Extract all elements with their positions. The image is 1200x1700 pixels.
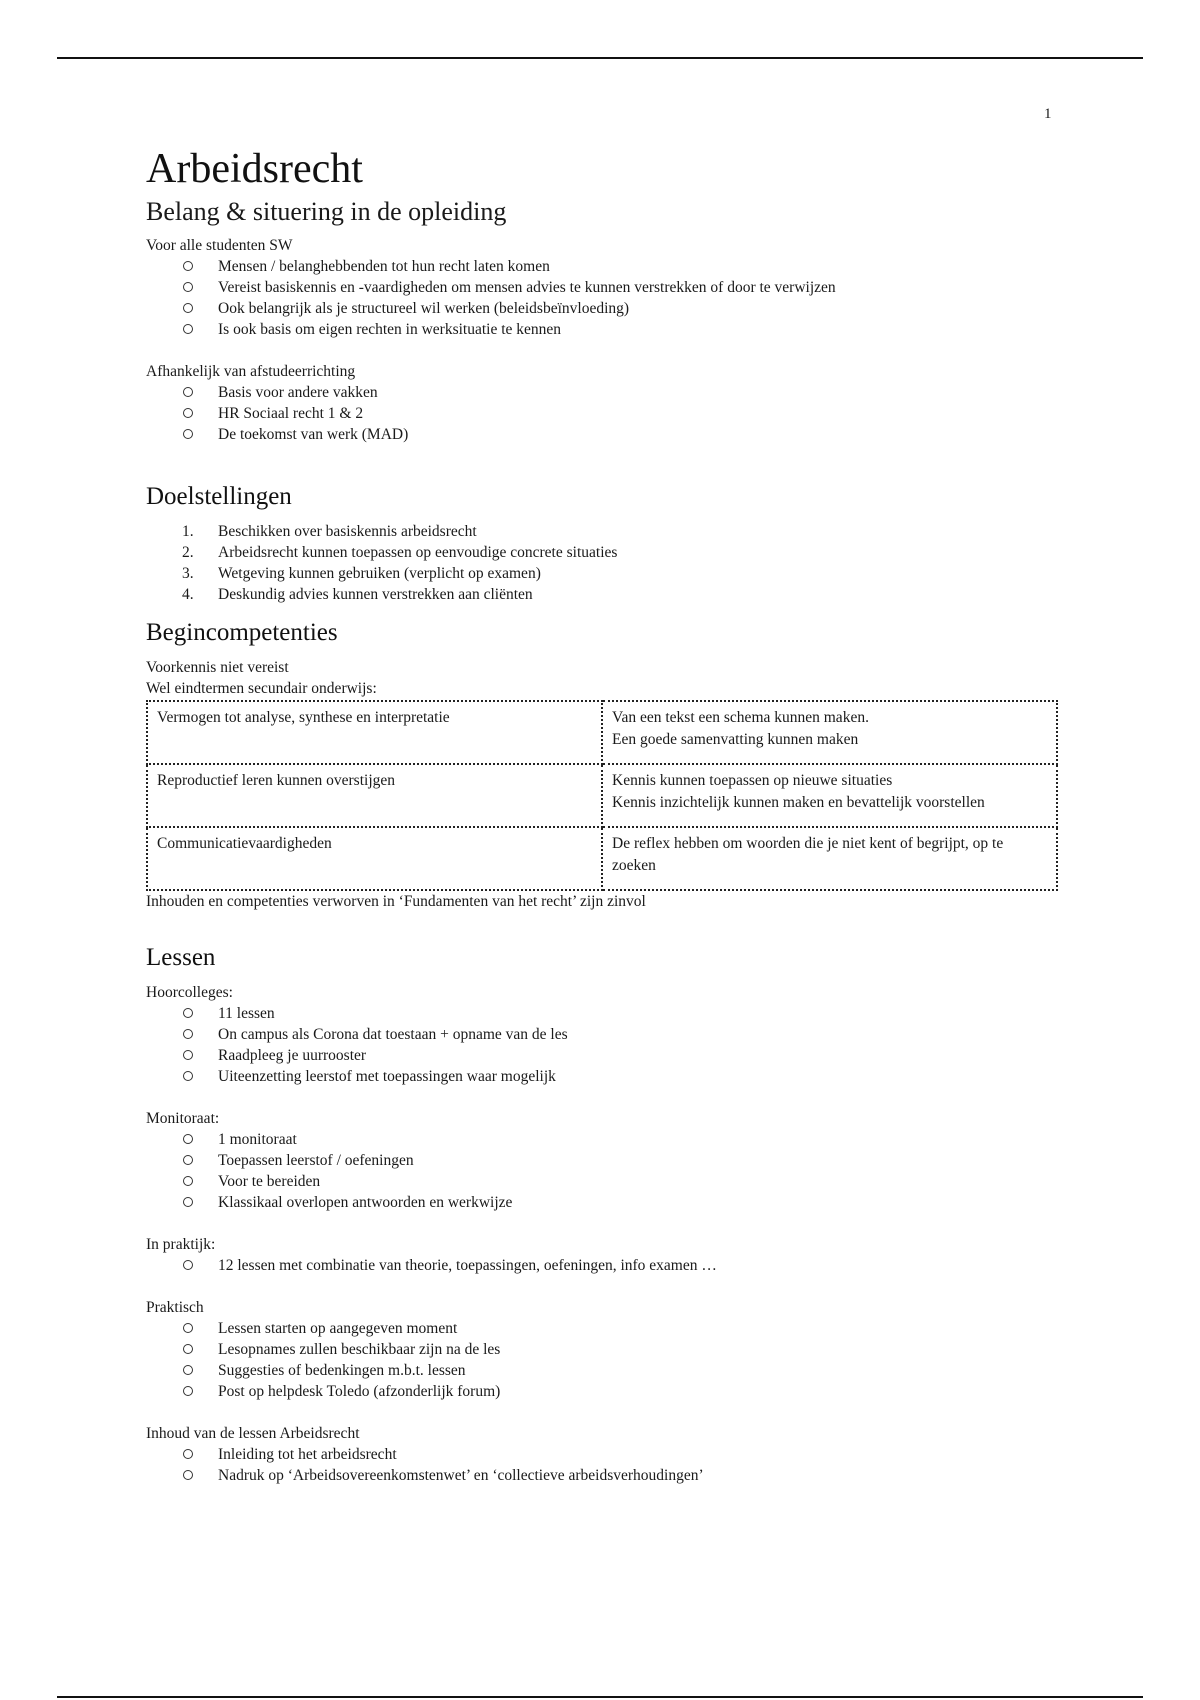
- table-row: [147, 764, 1057, 827]
- list-number: 4.: [182, 586, 194, 603]
- list-item-text: Raadpleeg je uurrooster: [218, 1047, 367, 1064]
- section-heading-doelstellingen: Doelstellingen: [146, 483, 292, 510]
- intro-block-afstudeerrichting: [146, 361, 1058, 445]
- block-label: Afhankelijk van afstudeerrichting: [146, 363, 356, 380]
- list-item: [146, 424, 1058, 445]
- circle-bullet-icon: [183, 1134, 193, 1144]
- list-item-text: On campus als Corona dat toestaan + opname van de les: [218, 1026, 568, 1043]
- page-number: 1: [1044, 106, 1052, 122]
- lessen-block-praktijk: [146, 1234, 1058, 1276]
- list-item: [146, 1129, 1058, 1150]
- list-item: [146, 1360, 1058, 1381]
- list-item: [146, 1192, 1058, 1213]
- bullet-list: [146, 1003, 1058, 1087]
- list-item-text: Beschikken over basiskennis arbeidsrecht: [218, 523, 477, 540]
- list-item: [146, 1318, 1058, 1339]
- list-item: [146, 542, 1058, 563]
- document-title: Arbeidsrecht: [146, 146, 363, 192]
- circle-bullet-icon: [183, 1260, 193, 1270]
- circle-bullet-icon: [183, 282, 193, 292]
- list-item: [146, 1066, 1058, 1087]
- lessen-block-hoorcolleges: [146, 982, 1058, 1087]
- list-item-text: Deskundig advies kunnen verstrekken aan cliënten: [218, 586, 533, 603]
- list-item-text: 11 lessen: [218, 1005, 275, 1022]
- circle-bullet-icon: [183, 1386, 193, 1396]
- circle-bullet-icon: [183, 1176, 193, 1186]
- table-row: [147, 827, 1057, 890]
- circle-bullet-icon: [183, 1470, 193, 1480]
- bullet-list: [146, 1255, 1058, 1276]
- list-item-text: Lessen starten op aangegeven moment: [218, 1320, 458, 1337]
- list-item-text: HR Sociaal recht 1 & 2: [218, 405, 364, 422]
- table-cell: Communicatievaardigheden: [147, 827, 602, 890]
- list-item: [146, 1171, 1058, 1192]
- circle-bullet-icon: [183, 429, 193, 439]
- header-rule: [57, 57, 1143, 59]
- cell-line: De reflex hebben om woorden die je niet kent of begrijpt, op te zoeken: [612, 835, 1004, 874]
- block-label: Hoorcolleges:: [146, 984, 233, 1001]
- list-item-text: Is ook basis om eigen rechten in werksituatie te kennen: [218, 321, 562, 338]
- list-item: [146, 1045, 1058, 1066]
- list-item-text: Klassikaal overlopen antwoorden en werkwijze: [218, 1194, 513, 1211]
- circle-bullet-icon: [183, 1197, 193, 1207]
- list-number: 3.: [182, 565, 194, 582]
- circle-bullet-icon: [183, 1449, 193, 1459]
- list-item-text: Ook belangrijk als je structureel wil werken (beleidsbeïnvloeding): [218, 300, 630, 317]
- list-item-text: Lesopnames zullen beschikbaar zijn na de les: [218, 1341, 501, 1358]
- bullet-list: [146, 1444, 1058, 1486]
- lessen-block-monitoraat: [146, 1108, 1058, 1213]
- circle-bullet-icon: [183, 1344, 193, 1354]
- list-item-text: Voor te bereiden: [218, 1173, 321, 1190]
- section-heading-begincompetenties: Begincompetenties: [146, 619, 338, 646]
- list-item: [146, 1465, 1058, 1486]
- circle-bullet-icon: [183, 387, 193, 397]
- list-item-text: Wetgeving kunnen gebruiken (verplicht op examen): [218, 565, 541, 582]
- table-row: [147, 701, 1057, 764]
- list-item: [146, 1255, 1058, 1276]
- competencies-table: [146, 700, 1058, 891]
- list-item: [146, 563, 1058, 584]
- intro-block-students: [146, 235, 1058, 340]
- table-footnote: Inhouden en competenties verworven in ‘Fundamenten van het recht’ zijn zinvol: [146, 893, 646, 910]
- list-item-text: Post op helpdesk Toledo (afzonderlijk forum): [218, 1383, 501, 1400]
- list-item-text: Vereist basiskennis en -vaardigheden om mensen advies te kunnen verstrekken of door te verwijzen: [218, 279, 836, 296]
- block-label: Monitoraat:: [146, 1110, 220, 1127]
- prerequisite-line: Voorkennis niet vereist: [146, 659, 289, 676]
- list-item: [146, 319, 1058, 340]
- cell-line: Een goede samenvatting kunnen maken: [612, 731, 859, 748]
- circle-bullet-icon: [183, 261, 193, 271]
- numbered-list: [146, 521, 1058, 605]
- circle-bullet-icon: [183, 324, 193, 334]
- circle-bullet-icon: [183, 1029, 193, 1039]
- circle-bullet-icon: [183, 1050, 193, 1060]
- circle-bullet-icon: [183, 1155, 193, 1165]
- list-item-text: Arbeidsrecht kunnen toepassen op eenvoudige concrete situaties: [218, 544, 618, 561]
- list-item: [146, 521, 1058, 542]
- document-subtitle: Belang & situering in de opleiding: [146, 197, 507, 226]
- list-item-text: 1 monitoraat: [218, 1131, 297, 1148]
- lessen-block-inhoud: [146, 1423, 1058, 1486]
- list-item: [146, 277, 1058, 298]
- bullet-list: [146, 1129, 1058, 1213]
- circle-bullet-icon: [183, 1008, 193, 1018]
- list-item-text: Inleiding tot het arbeidsrecht: [218, 1446, 397, 1463]
- block-label: Praktisch: [146, 1299, 204, 1316]
- list-item: [146, 1024, 1058, 1045]
- cell-line: Kennis kunnen toepassen op nieuwe situaties: [612, 772, 893, 789]
- list-number: 1.: [182, 523, 194, 540]
- table-cell: [602, 701, 1057, 764]
- circle-bullet-icon: [183, 303, 193, 313]
- list-item: [146, 1150, 1058, 1171]
- list-item: [146, 256, 1058, 277]
- list-item-text: Basis voor andere vakken: [218, 384, 378, 401]
- list-number: 2.: [182, 544, 194, 561]
- footer-rule: [57, 1696, 1143, 1698]
- bullet-list: [146, 256, 1058, 340]
- list-item: [146, 1003, 1058, 1024]
- list-item-text: 12 lessen met combinatie van theorie, toepassingen, oefeningen, info examen …: [218, 1257, 717, 1274]
- bullet-list: [146, 1318, 1058, 1402]
- lessen-block-praktisch: [146, 1297, 1058, 1402]
- cell-line: Van een tekst een schema kunnen maken.: [612, 709, 869, 726]
- circle-bullet-icon: [183, 1365, 193, 1375]
- list-item-text: De toekomst van werk (MAD): [218, 426, 409, 443]
- list-item-text: Mensen / belanghebbenden tot hun recht laten komen: [218, 258, 550, 275]
- list-item: [146, 1339, 1058, 1360]
- list-item: [146, 403, 1058, 424]
- list-item-text: Toepassen leerstof / oefeningen: [218, 1152, 414, 1169]
- list-item: [146, 584, 1058, 605]
- prerequisite-line: Wel eindtermen secundair onderwijs:: [146, 680, 377, 697]
- circle-bullet-icon: [183, 408, 193, 418]
- circle-bullet-icon: [183, 1071, 193, 1081]
- list-item-text: Uiteenzetting leerstof met toepassingen waar mogelijk: [218, 1068, 556, 1085]
- list-item-text: Nadruk op ‘Arbeidsovereenkomstenwet’ en ‘collectieve arbeidsverhoudingen’: [218, 1467, 704, 1484]
- table-cell: Vermogen tot analyse, synthese en interpretatie: [147, 701, 602, 764]
- list-item: [146, 382, 1058, 403]
- circle-bullet-icon: [183, 1323, 193, 1333]
- table-cell: Reproductief leren kunnen overstijgen: [147, 764, 602, 827]
- table-cell: [602, 764, 1057, 827]
- section-heading-lessen: Lessen: [146, 944, 216, 971]
- list-item: [146, 1381, 1058, 1402]
- cell-line: Kennis inzichtelijk kunnen maken en bevattelijk voorstellen: [612, 794, 985, 811]
- list-item: [146, 1444, 1058, 1465]
- bullet-list: [146, 382, 1058, 445]
- document-body: [146, 143, 1058, 1507]
- table-cell: [602, 827, 1057, 890]
- block-label: In praktijk:: [146, 1236, 216, 1253]
- list-item: [146, 298, 1058, 319]
- block-label: Voor alle studenten SW: [146, 237, 293, 254]
- block-label: Inhoud van de lessen Arbeidsrecht: [146, 1425, 360, 1442]
- list-item-text: Suggesties of bedenkingen m.b.t. lessen: [218, 1362, 466, 1379]
